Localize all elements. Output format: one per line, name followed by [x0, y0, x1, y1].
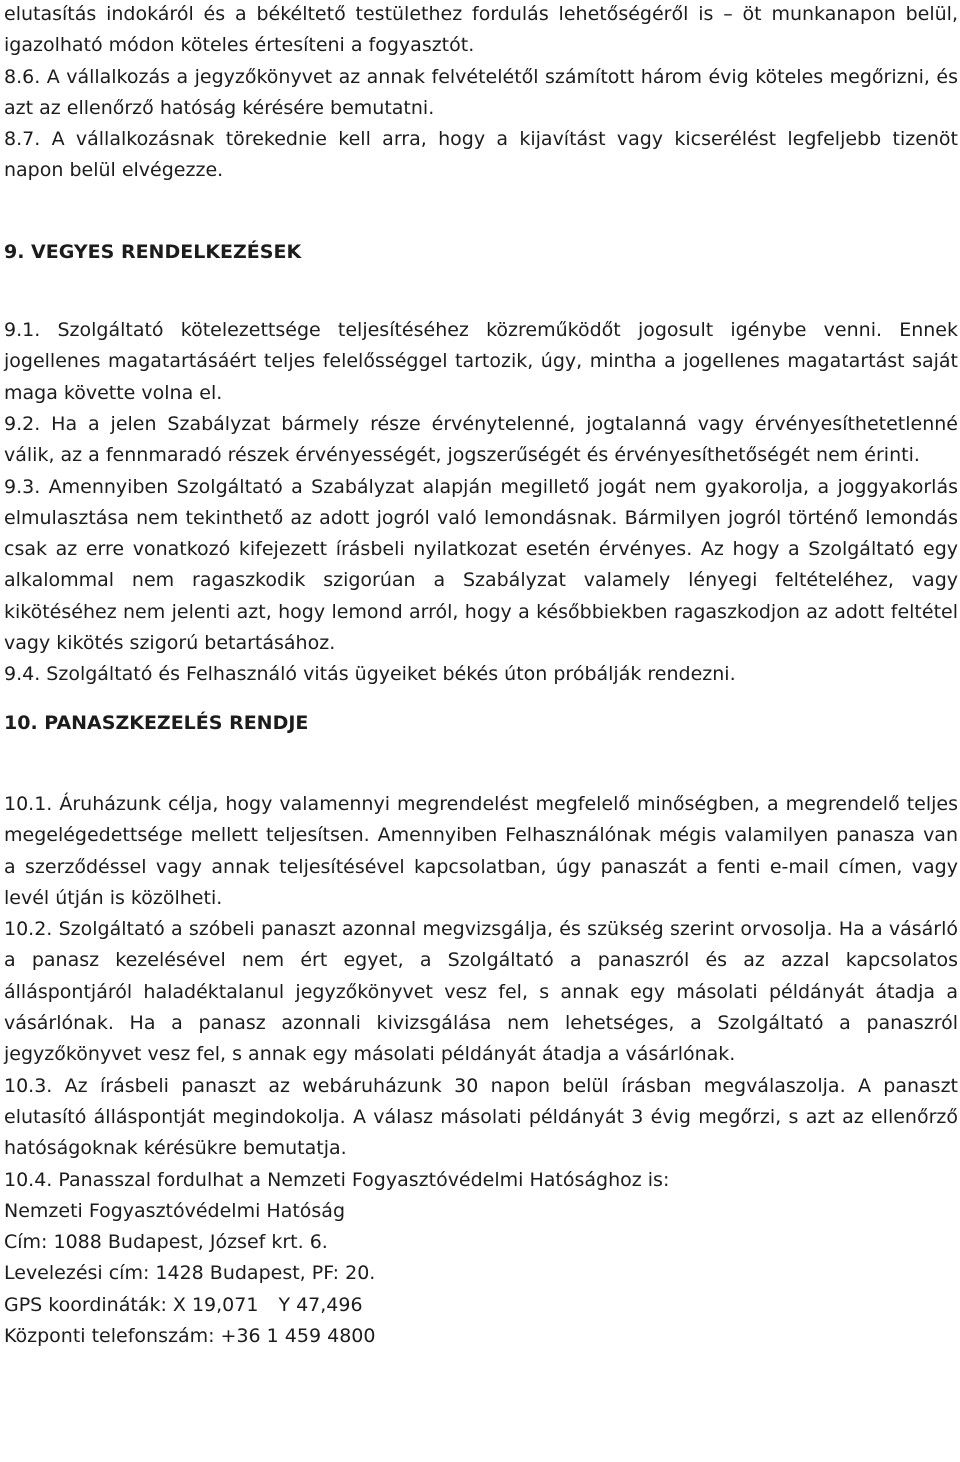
intro-paragraph: elutasítás indokáról és a békéltető testülethez fordulás lehetőségéről is – öt munkanapon belül, igazolható módon köteles értesíteni a fogyasztót. — [4, 3, 958, 57]
section-heading-9: 9. VEGYES RENDELKEZÉSEK — [4, 240, 302, 263]
paragraph-10-4: 10.4. Panasszal fordulhat a Nemzeti Fogyasztóvédelmi Hatósághoz is: — [4, 1168, 670, 1191]
authority-postal-address: Levelezési cím: 1428 Budapest, PF: 20. — [4, 1262, 376, 1285]
paragraph-10-3: 10.3. Az írásbeli panaszt az webáruházunk 30 napon belül írásban megválaszolja. A panaszt elutasító álláspontját megindokolja. A válasz másolati példányát 3 évig megőrzi, s azt az ellenőrző hatóságoknak kérésükre bemutatja. — [4, 1074, 958, 1160]
gps-y-coordinate: Y 47,496 — [278, 1293, 363, 1316]
authority-address: Cím: 1088 Budapest, József krt. 6. — [4, 1231, 328, 1254]
authority-contact-block — [4, 1196, 958, 1352]
paragraph-8-6: 8.6. A vállalkozás a jegyzőkönyvet az annak felvételétől számított három évig köteles megőrizni, és azt az ellenőrző hatóság kérésére bemutatni. — [4, 65, 958, 119]
paragraph-9-1: 9.1. Szolgáltató kötelezettsége teljesítéséhez közreműködőt jogosult igénybe venni. Ennek jogellenes magatartásáért teljes felelősséggel tartozik, úgy, mintha a jogellenes magatartást saját maga követte volna el. — [4, 319, 958, 404]
paragraph-10-1: 10.1. Áruházunk célja, hogy valamennyi megrendelést megfelelő minőségben, a megrendelő teljes megelégedettsége mellett teljesítsen. Amennyiben Felhasználónak mégis valamilyen panasza van a szerződéssel vagy annak teljesítésével kapcsolatban, úgy panaszát a fenti e-mail címen, vagy levél útján is közölheti. — [4, 792, 958, 909]
authority-phone: Központi telefonszám: +36 1 459 4800 — [4, 1324, 376, 1347]
gps-x-coordinate: GPS koordináták: X 19,071 — [4, 1293, 259, 1316]
document-page — [4, 0, 958, 1352]
authority-name: Nemzeti Fogyasztóvédelmi Hatóság — [4, 1199, 346, 1222]
paragraph-9-4: 9.4. Szolgáltató és Felhasználó vitás ügyeiket békés úton próbálják rendezni. — [4, 663, 736, 686]
paragraph-9-2: 9.2. Ha a jelen Szabályzat bármely része érvénytelenné, jogtalanná vagy érvényesíthetetlenné válik, az a fennmaradó részek érvényességét, jogszerűségét és érvényesíthetőségét nem érinti. — [4, 412, 958, 467]
paragraph-8-7: 8.7. A vállalkozásnak törekednie kell arra, hogy a kijavítást vagy kicserélést legfeljebb tizenöt napon belül elvégezze. — [4, 128, 958, 182]
paragraph-10-2: 10.2. Szolgáltató a szóbeli panaszt azonnal megvizsgálja, és szükség szerint orvosolja. Ha a vásárló a panasz kezelésével nem ért egyet, a Szolgáltató a panaszról és az azzal kapcsolatos álláspontjáról haladéktalanul jegyzőkönyvet vesz fel, s annak egy másolati példányát átadja a vásárlónak. Ha a panasz azonnali kivizsgálása nem lehetséges, a Szolgáltató a panaszról jegyzőkönyvet vesz fel, s annak egy másolati példányát átadja a vásárlónak. — [4, 918, 958, 1066]
authority-gps-coordinates — [4, 1290, 958, 1321]
section-heading-10: 10. PANASZKEZELÉS RENDJE — [4, 711, 309, 734]
paragraph-9-3: 9.3. Amennyiben Szolgáltató a Szabályzat alapján megillető jogát nem gyakorolja, a joggyakorlás elmulasztása nem tekinthető az adott jogról való lemondásnak. Bármilyen jogról történő lemondás csak az erre vonatkozó kifejezett írásbeli nyilatkozat esetén érvényes. Az hogy a Szolgáltató egy alkalommal nem ragaszkodik szigorúan a Szabályzat valamely lényegi feltételéhez, vagy kikötéséhez nem jelenti azt, hogy lemond arról, hogy a későbbiekben ragaszkodjon az adott feltétel vagy kikötés szigorú betartásához. — [4, 475, 958, 655]
